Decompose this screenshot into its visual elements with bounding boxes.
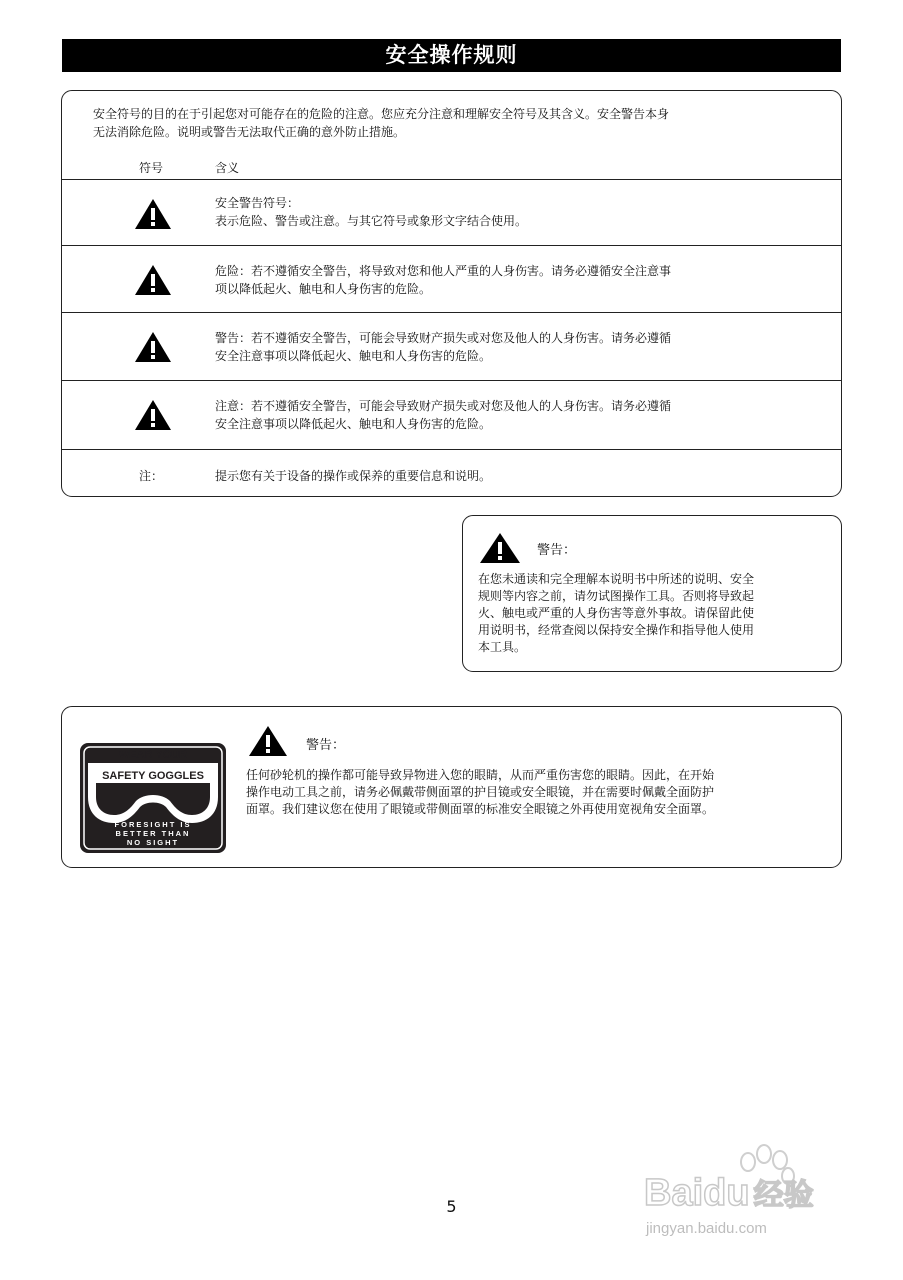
warning-triangle-icon bbox=[134, 399, 172, 431]
warning-heading: 警告： bbox=[537, 543, 577, 558]
page-number: 5 bbox=[446, 1197, 457, 1216]
row-meaning bbox=[215, 397, 815, 433]
intro-line-2: 无法消除危险。说明或警告无法取代正确的意外防止措施。 bbox=[93, 125, 406, 139]
warning-body bbox=[478, 571, 833, 656]
table-row-note bbox=[62, 449, 841, 496]
warning-line: 在您未通读和完全理解本说明书中所述的说明、安全 bbox=[478, 572, 755, 586]
column-header-meaning: 含义 bbox=[215, 161, 240, 175]
warning-heading: 警告： bbox=[306, 738, 346, 753]
goggles-warning-box bbox=[61, 706, 842, 868]
table-row bbox=[62, 380, 841, 450]
watermark-brand-part: Bai bbox=[644, 1172, 704, 1214]
column-header-symbol: 符号 bbox=[139, 161, 164, 175]
row-line-1: 警告：若不遵循安全警告，可能会导致财产损失或对您及他人的人身伤害。请务必遵循 bbox=[215, 331, 672, 345]
warning-line: 操作电动工具之前，请务必佩戴带侧面罩的护目镜或安全眼镜，并在需要时佩戴全面防护 bbox=[246, 785, 715, 799]
manual-warning-box bbox=[462, 515, 842, 672]
warning-triangle-icon bbox=[248, 725, 288, 757]
row-meaning bbox=[215, 194, 815, 230]
badge-top-text: WEAR YOUR bbox=[118, 749, 188, 761]
row-meaning bbox=[215, 329, 815, 365]
warning-line: 规则等内容之前，请勿试图操作工具。否则将导致起 bbox=[478, 589, 755, 603]
badge-slogan-line: FORESIGHT IS bbox=[114, 820, 192, 829]
row-meaning bbox=[215, 262, 815, 298]
intro-line-1: 安全符号的目的在于引起您对可能存在的危险的注意。您应充分注意和理解安全符号及其含义。安全警告本身 bbox=[93, 107, 670, 121]
warning-triangle-icon bbox=[134, 198, 172, 230]
row-line-2: 项以降低起火、触电和人身伤害的危险。 bbox=[215, 282, 432, 296]
badge-slogan bbox=[80, 820, 226, 847]
safety-symbols-table bbox=[61, 90, 842, 497]
badge-slogan-line: NO SIGHT bbox=[126, 838, 180, 847]
table-row bbox=[62, 245, 841, 313]
row-line-2: 安全注意事项以降低起火、触电和人身伤害的危险。 bbox=[215, 417, 492, 431]
row-line-1: 安全警告符号： bbox=[215, 196, 300, 210]
row-line-2: 表示危险、警告或注意。与其它符号或象形文字结合使用。 bbox=[215, 214, 528, 228]
intro-text bbox=[93, 105, 823, 141]
page-title: 安全操作规则 bbox=[62, 39, 841, 72]
warning-line: 面罩。我们建议您在使用了眼镜或带侧面罩的标准安全眼镜之外再使用宽视角安全面罩。 bbox=[246, 802, 715, 816]
badge-slogan-line: BETTER THAN bbox=[115, 829, 191, 838]
row-line-1: 危险：若不遵循安全警告，将导致对您和他人严重的人身伤害。请务必遵循安全注意事 bbox=[215, 264, 672, 278]
warning-triangle-icon bbox=[134, 264, 172, 296]
safety-goggles-badge bbox=[80, 743, 226, 853]
note-text: 提示您有关于设备的操作或保养的重要信息和说明。 bbox=[215, 469, 492, 483]
row-line-1: 注意：若不遵循安全警告，可能会导致财产损失或对您及他人的人身伤害。请务必遵循 bbox=[215, 399, 672, 413]
table-row bbox=[62, 312, 841, 381]
table-row bbox=[62, 179, 841, 246]
warning-line: 用说明书，经常查阅以保持安全操作和指导他人使用 bbox=[478, 623, 755, 637]
row-line-2: 安全注意事项以降低起火、触电和人身伤害的危险。 bbox=[215, 349, 492, 363]
warning-triangle-icon bbox=[134, 331, 172, 363]
warning-line: 任何砂轮机的操作都可能导致异物进入您的眼睛，从而严重伤害您的眼睛。因此，在开始 bbox=[246, 768, 715, 782]
note-label: 注： bbox=[139, 469, 164, 483]
watermark-url: jingyan.baidu.com bbox=[646, 1220, 767, 1237]
warning-line: 本工具。 bbox=[478, 640, 527, 654]
watermark-brand-cn: 经验 bbox=[753, 1179, 814, 1212]
watermark-brand-part: du bbox=[703, 1172, 750, 1214]
warning-triangle-icon bbox=[479, 532, 521, 564]
badge-mid-text: SAFETY GOGGLES bbox=[102, 770, 204, 782]
warning-line: 火、触电或严重的人身伤害等意外事故。请保留此使 bbox=[478, 606, 755, 620]
watermark-brand bbox=[644, 1170, 814, 1215]
warning-body bbox=[246, 767, 836, 818]
